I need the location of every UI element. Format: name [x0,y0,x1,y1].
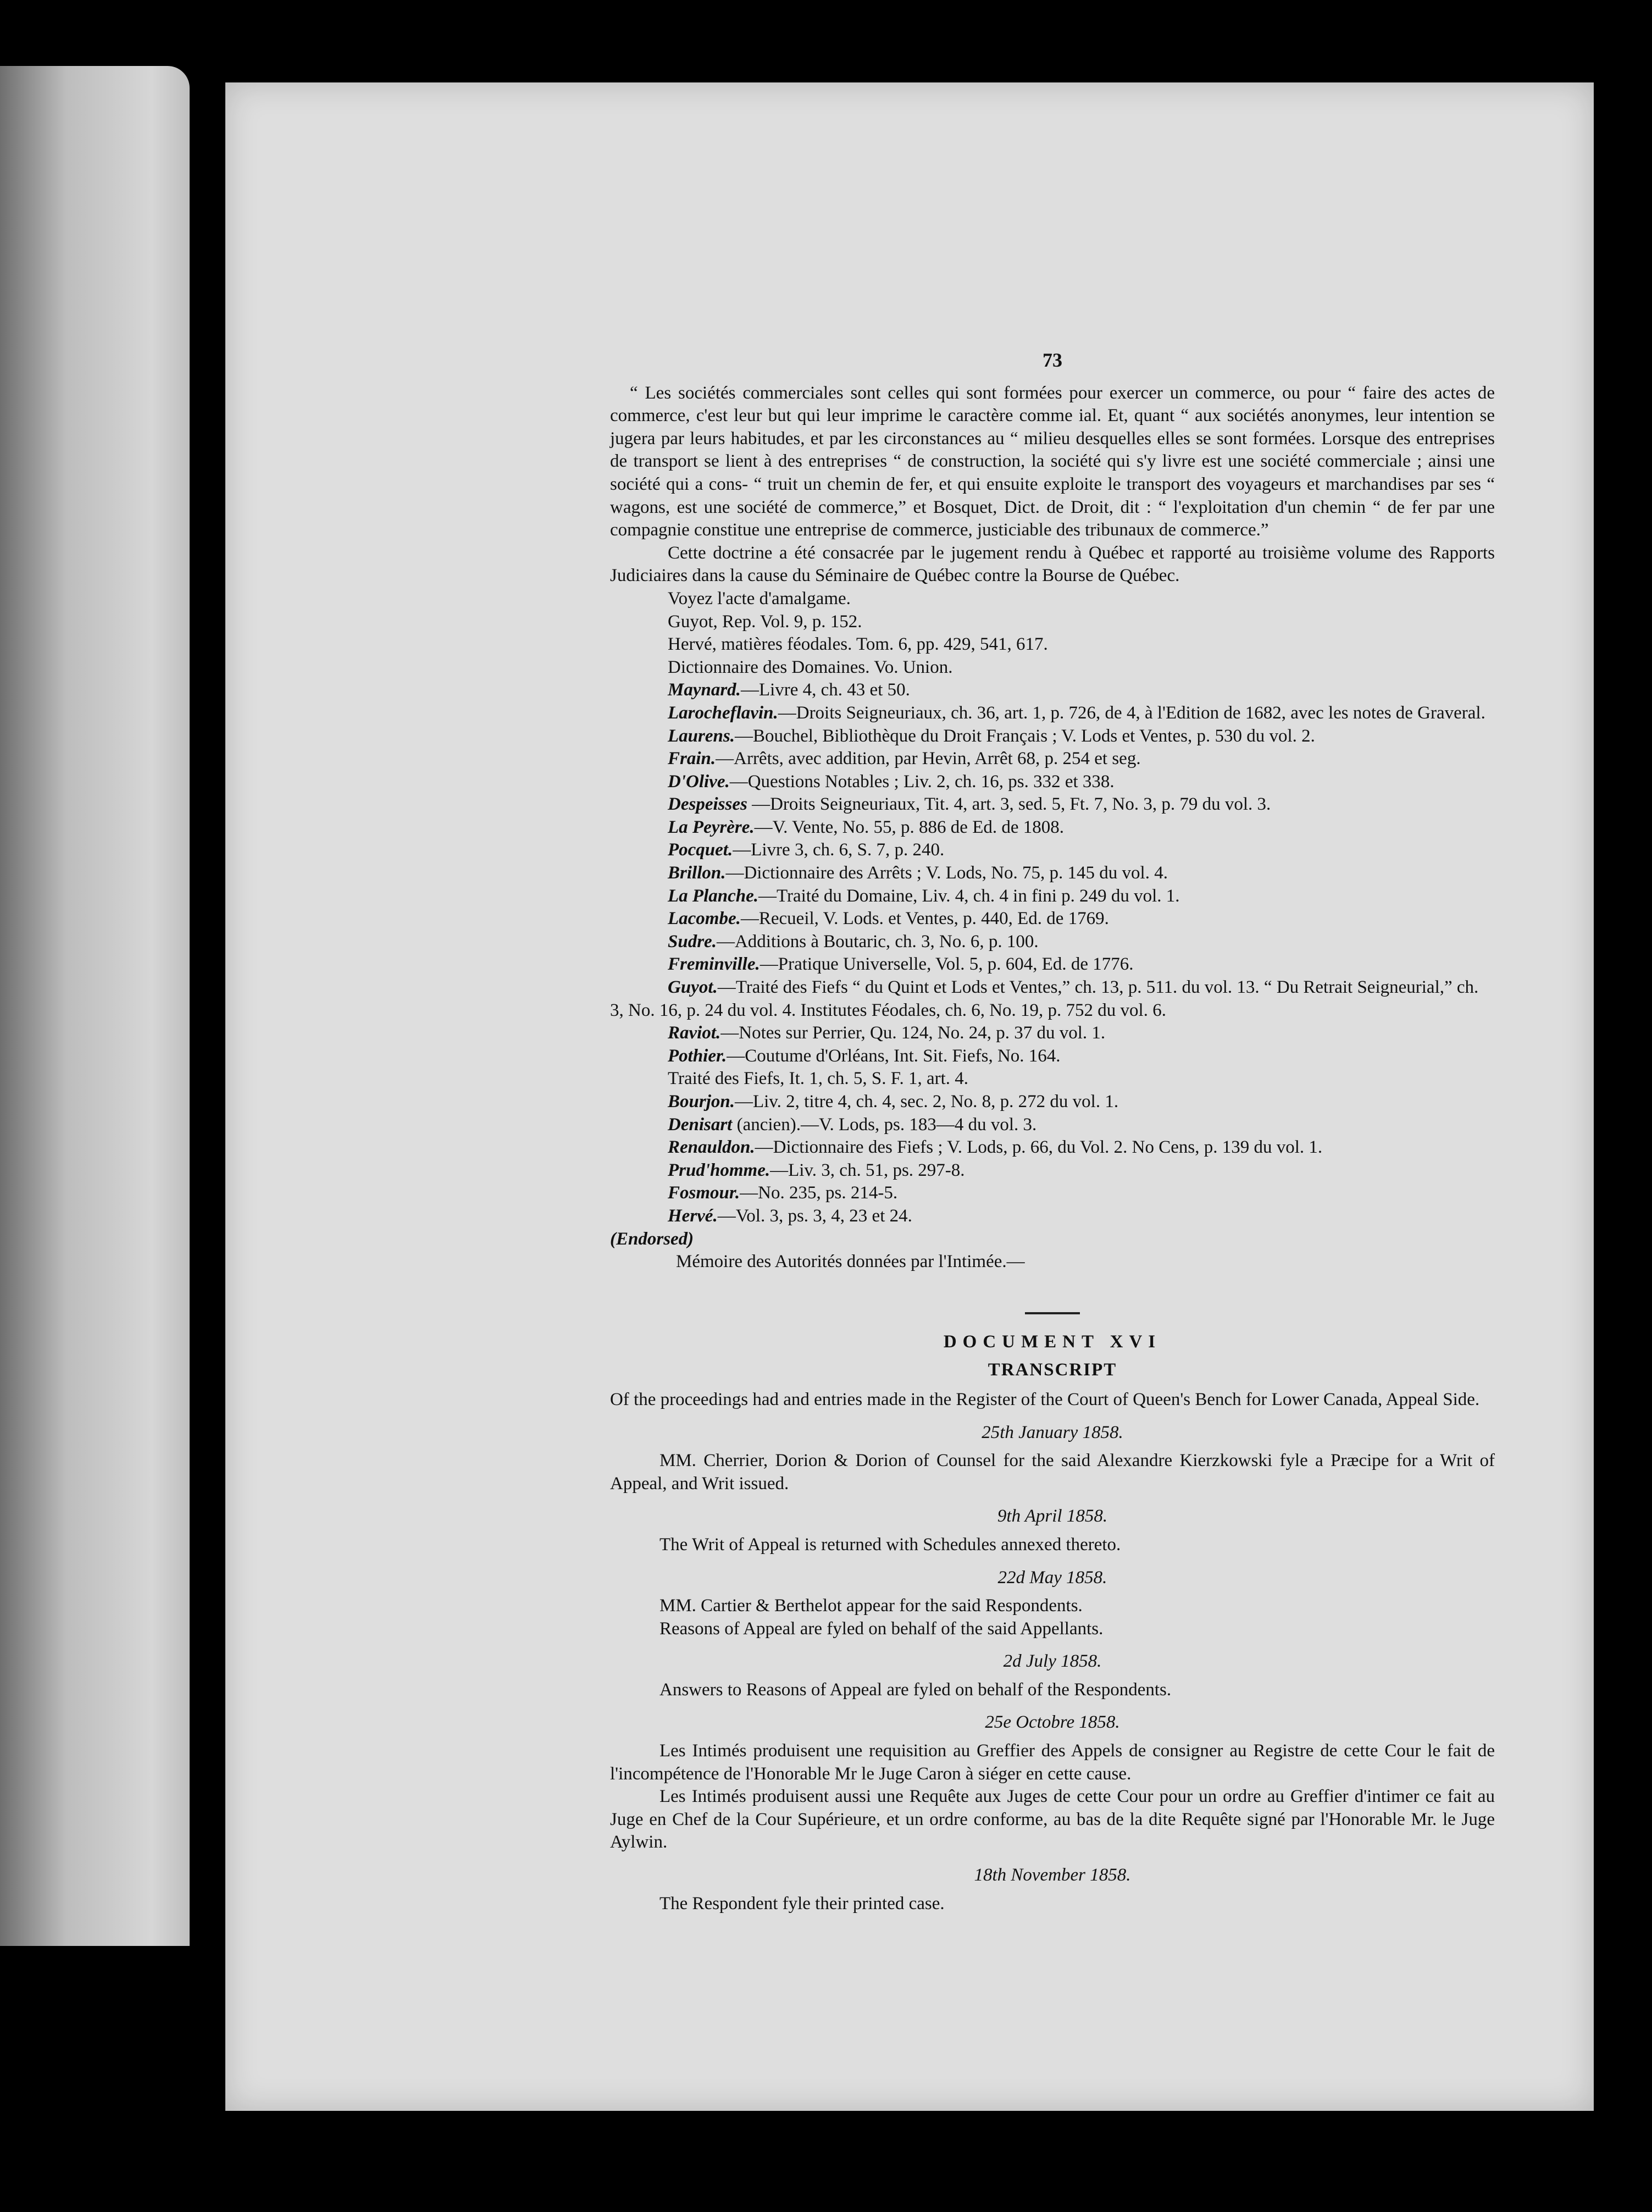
authority-author: Fosmour. [668,1183,740,1203]
authority-entry [610,931,1495,954]
authority-citation: (ancien).—V. Lods, ps. 183—4 du vol. 3. [732,1114,1037,1135]
entry-date: 25th January 1858. [982,1422,1123,1442]
authority-author: Hervé. [668,1205,718,1226]
entry-date: 2d July 1858. [1003,1651,1102,1672]
authority-citation: —Pratique Universelle, Vol. 5, p. 604, Ed. de 1776. [760,954,1134,975]
authority-citation: —Coutume d'Orléans, Int. Sit. Fiefs, No. 164. [727,1046,1061,1066]
authority-author: Raviot. [668,1023,721,1043]
reference-line: Hervé, matières féodales. Tom. 6, pp. 429, 541, 617. [668,634,1048,655]
entry-text: MM. Cherrier, Dorion & Dorion of Counsel for the said Alexandre Kierzkowski fyle a Præcipe for a Writ of Appeal, and Writ issued. [610,1451,1495,1494]
entry-text: The Respondent fyle their printed case. [659,1893,945,1914]
authority-author: Renauldon. [668,1137,755,1158]
entry-text: Answers to Reasons of Appeal are fyled on behalf of the Respondents. [659,1679,1172,1700]
authority-citation: —V. Vente, No. 55, p. 886 de Ed. de 1808. [754,817,1064,837]
authority-entry [610,748,1495,771]
authority-entry [610,1091,1495,1114]
authority-entry [610,1068,1495,1091]
authority-entry [610,885,1495,908]
document-page [225,82,1594,2111]
authorities-list [610,679,1495,1227]
authority-author: Lacombe. [668,909,741,929]
authority-entry [610,1136,1495,1159]
authority-author: Sudre. [668,931,717,952]
authority-entry [610,1114,1495,1137]
authority-citation: Traité des Fiefs, It. 1, ch. 5, S. F. 1, art. 4. [668,1069,969,1089]
authority-author: D'Olive. [668,771,730,792]
authority-author: Brillon. [668,863,726,883]
authority-author: Pocquet. [668,840,733,860]
entry-text: MM. Cartier & Berthelot appear for the said Respondents. [659,1596,1083,1616]
authority-citation: —No. 235, ps. 214-5. [740,1183,898,1203]
entry-text: Les Intimés produisent aussi une Requête aux Juges de cette Cour pour un ordre au Greffier d'intimer ce fait au Juge en Chef de la Cour Supérieure, et un ordre conforme, au bas de la dite Requête signé par l'Honorable Mr. le Juge Aylwin. [610,1787,1495,1852]
authority-citation: —Dictionnaire des Arrêts ; V. Lods, No. 75, p. 145 du vol. 4. [725,863,1168,883]
reference-line: Guyot, Rep. Vol. 9, p. 152. [668,611,862,632]
authority-author: La Peyrère. [668,817,755,837]
authority-author: Larocheflavin. [668,703,778,723]
entry-text: The Writ of Appeal is returned with Schedules annexed thereto. [659,1534,1121,1555]
authority-entry [610,816,1495,839]
authority-entry [610,1205,1495,1228]
authority-citation: —Arrêts, avec addition, par Hevin, Arrêt 68, p. 254 et seg. [716,749,1141,769]
authority-citation: —Notes sur Perrier, Qu. 124, No. 24, p. 37 du vol. 1. [720,1023,1106,1043]
authority-citation: —Questions Notables ; Liv. 2, ch. 16, ps. 332 et 338. [729,771,1115,792]
authority-entry [610,976,1495,1022]
document-heading: DOCUMENT XVI [943,1331,1162,1352]
doctrine-paragraph: Cette doctrine a été consacrée par le jugement rendu à Québec et rapporté au troisième volume des Rapports Judiciaires dans la cause du Séminaire de Québec contre la Bourse de Québec. [610,543,1495,586]
authority-citation: —Livre 3, ch. 6, S. 7, p. 240. [733,840,945,860]
authority-citation: —Liv. 2, titre 4, ch. 4, sec. 2, No. 8, p. 272 du vol. 1. [734,1092,1119,1111]
page-number: 73 [1043,349,1062,371]
authority-entry [610,953,1495,976]
entry-date: 25e Octobre 1858. [985,1712,1120,1733]
endorsed-label: (Endorsed) [610,1229,694,1249]
authority-citation: —Vol. 3, ps. 3, 4, 23 et 24. [717,1205,912,1226]
authority-author: Maynard. [668,680,741,700]
transcript-intro: Of the proceedings had and entries made in the Register of the Court of Queen's Bench for Lower Canada, Appeal Side. [610,1389,1480,1409]
entry-date: 22d May 1858. [997,1567,1107,1588]
reference-line: Voyez l'acte d'amalgame. [668,588,851,609]
authority-citation: —Bouchel, Bibliothèque du Droit Français ; V. Lods et Ventes, p. 530 du vol. 2. [734,726,1315,746]
authority-citation: —Recueil, V. Lods. et Ventes, p. 440, Ed. de 1769. [740,909,1109,929]
authority-entry [610,908,1495,931]
page-content [610,349,1495,1915]
authority-entry [610,793,1495,816]
authority-entry [610,862,1495,885]
authority-citation: —Traité du Domaine, Liv. 4, ch. 4 in fini p. 249 du vol. 1. [758,886,1180,906]
authority-entry [610,1045,1495,1068]
authority-citation: —Dictionnaire des Fiefs ; V. Lods, p. 66, du Vol. 2. No Cens, p. 139 du vol. 1. [755,1137,1323,1158]
authority-citation: —Liv. 3, ch. 51, ps. 297-8. [770,1160,965,1180]
authority-citation: —Traité des Fiefs “ du Quint et Lods et Ventes,” ch. 13, p. 511. du vol. 13. “ Du Retrait Seigneurial,” ch. 3, No. 16, p. 24 du vol. 4. Institutes Féodales, ch. 6, No. 19, p. 752 du vol. 6. [610,977,1479,1020]
authority-author: Frain. [668,749,716,769]
authority-citation: —Droits Seigneuriaux, ch. 36, art. 1, p. 726, de 4, à l'Edition de 1682, avec les notes de Graveral. [778,703,1485,723]
facing-page-edge [0,66,190,1946]
entry-text: Les Intimés produisent une requisition au Greffier des Appels de consigner au Registre de cette Cour le fait de l'incompétence de l'Honorable Mr le Juge Caron à siéger en cette cause. [610,1741,1495,1784]
entry-date: 9th April 1858. [997,1506,1108,1527]
transcript-entries [610,1422,1495,1916]
section-divider [1025,1312,1080,1314]
document-title: TRANSCRIPT [988,1360,1117,1380]
authority-citation: —Additions à Boutaric, ch. 3, No. 6, p. 100. [716,931,1039,952]
entry-date: 18th November 1858. [974,1865,1131,1885]
authority-author: Laurens. [668,726,735,746]
reference-line: Dictionnaire des Domaines. Vo. Union. [668,657,953,677]
authority-entry [610,702,1495,725]
authority-author: La Planche. [668,886,758,906]
authority-citation: —Droits Seigneuriaux, Tit. 4, art. 3, sed. 5, Ft. 7, No. 3, p. 79 du vol. 3. [747,794,1271,815]
authority-author: Prud'homme. [668,1160,770,1180]
authority-entry [610,725,1495,748]
authority-author: Guyot. [668,977,718,998]
entry-text: Reasons of Appeal are fyled on behalf of the said Appellants. [659,1618,1104,1639]
quote-paragraph: “ Les sociétés commerciales sont celles qui sont formées pour exercer un commerce, ou pour “ faire des actes de commerce, c'est leur but qui leur imprime le caractère comme ial. Et, quant “ aux sociétés anonymes, leur intention se jugera par leurs habitudes, et par les circonstances au “ milieu desquelles elles se sont formées. Lorsque des entreprises de transport se lient à des entreprises “ de construction, la société qui s'y livre est une société commerciale ; ainsi une société qui a cons- “ truit un chemin de fer, et qui ensuite exploite le transport des voyageurs et marchandises par ses “ wagons, est une société de commerce,” et Bosquet, Dict. de Droit, dit : “ l'exploitation d'un chemin “ de fer par une compagnie constitue une entreprise de commerce, justiciable des tribunaux de commerce.” [610,383,1495,540]
authority-author: Denisart [668,1114,733,1135]
authority-entry [610,1159,1495,1182]
authority-author: Despeisses [668,794,747,815]
authority-author: Pothier. [668,1046,727,1066]
authority-author: Freminville. [668,954,760,975]
authority-citation: —Livre 4, ch. 43 et 50. [740,680,910,700]
authority-entry [610,839,1495,862]
authority-author: Bourjon. [668,1092,735,1111]
authority-entry [610,679,1495,702]
memo-line: Mémoire des Autorités données par l'Intimée.— [676,1252,1025,1272]
authority-entry [610,771,1495,794]
authority-entry [610,1022,1495,1045]
authority-entry [610,1182,1495,1205]
